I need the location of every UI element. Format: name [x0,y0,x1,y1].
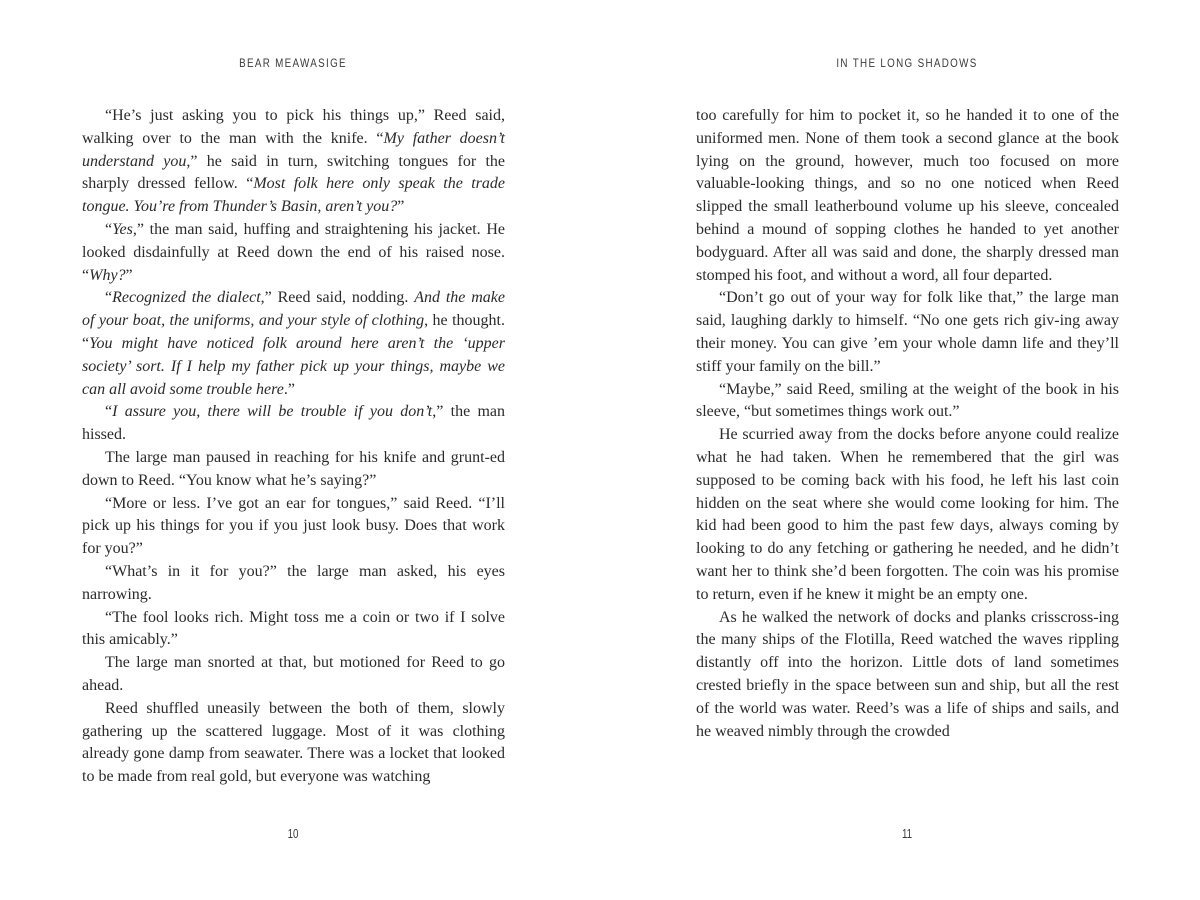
text: “ [105,220,113,238]
right-text-block [696,105,1119,743]
text: ” [125,266,133,284]
paragraph [696,607,1119,744]
text: He scurried away from the docks before anyone could realize what he had taken. When he remembered that the girl was supposed to be coming back with his food, he left his last coin hidden on the seat where she would come looking for him. The kid had been good to him the past few days, always coming by looking to do any fetching or gathering he needed, and he didn’t want her to think she’d been forgotten. The coin was his promise to return, even if he knew it might be an empty one. [696,426,1119,603]
italic-text: I assure you, there will be trouble if you don’t [112,403,433,421]
paragraph [696,287,1119,378]
paragraph [696,379,1119,425]
paragraph [82,698,505,789]
text: “More or less. I’ve got an ear for tongues,” said Reed. “I’ll pick up his things for you if you just look busy. Does that work for you?” [82,494,505,558]
italic-text: Most folk here only speak the trade tongue. You’re from Thunder’s Basin, aren’t you? [82,175,506,216]
text: “Maybe,” said Reed, smiling at the weight of the book in his sleeve, “but sometimes things work out.” [696,380,1119,421]
left-text-block [82,105,505,789]
right-page-number: 11 [901,826,913,841]
right-running-head: IN THE LONG SHADOWS [836,56,978,70]
italic-text: You might have noticed folk around here aren’t the ‘upper society’ sort. If I help my father pick up your things, maybe we can all avoid some trouble here [82,334,505,398]
text: Reed shuffled uneasily between the both of them, slowly gathering up the scattered luggage. Most of it was clothing already gone damp from seawater. There was a locket that looked to be made from real gold, but everyone was watching [82,699,505,786]
paragraph [82,447,505,493]
italic-text: Yes [112,220,133,238]
text: .” [283,380,295,398]
left-running-head: BEAR MEAWASIGE [239,56,347,70]
italic-text: Recognized the dialect [112,289,261,307]
text: ,” the man said, huffing and straightening his jacket. He looked disdainfully at Reed down the end of his raised nose. “ [82,220,505,284]
paragraph [82,493,505,561]
text: “Don’t go out of your way for folk like that,” the large man said, laughing darkly to himself. “No one gets rich giv-ing away their money. You can give ’em your whole damn life and they’ll stiff your family on the bill.” [696,289,1119,375]
italic-text: My father doesn’t understand you [82,129,505,170]
text: too carefully for him to pocket it, so he handed it to one of the uniformed men. None of them took a second glance at the book lying on the ground, however, much too focused on more valuable-looking things, and so no one noticed when Reed slipped the small leatherbound volume up his sleeve, concealed behind a mound of sopping clothes he handed to yet another bodyguard. After all was said and done, the sharply dressed man stomped his foot, and without a word, all four departed. [696,107,1119,284]
right-page [600,0,1200,900]
paragraph [82,652,505,698]
paragraph [696,105,1119,287]
paragraph [82,607,505,653]
paragraph [82,105,505,219]
paragraph [696,424,1119,606]
paragraph [82,401,505,447]
italic-text: And the make of your boat, the uniforms, and your style of clothing [82,289,505,330]
text: “ [105,403,113,421]
text: “The fool looks rich. Might toss me a coin or two if I solve this amicably.” [82,608,505,649]
text: “He’s just asking you to pick his things up,” Reed said, walking over to the man with the knife. “ [82,107,505,147]
text: The large man paused in reaching for his knife and grunt-ed down to Reed. “You know what he’s saying?” [82,448,505,489]
italic-text: Why? [89,266,126,284]
left-page-number: 10 [287,826,299,841]
text: The large man snorted at that, but motioned for Reed to go ahead. [82,654,505,694]
text: As he walked the network of docks and planks crisscross-ing the many ships of the Flotilla, Reed watched the waves rippling distantly off into the horizon. Little dots of land sometimes crested briefly in the space between sun and ship, but all the rest of the world was water. Reed’s was a life of ships and sails, and he weaved nimbly through the crowded [696,608,1119,740]
text: “ [105,289,113,307]
text: ,” the man hissed. [82,403,506,444]
text: , he thought. “ [82,312,505,352]
text: “What’s in it for you?” the large man asked, his eyes narrowing. [82,562,505,603]
paragraph [82,219,505,287]
text: ,” Reed said, nodding. [260,289,415,307]
text: ” [397,198,405,216]
paragraph [82,561,505,607]
text: ,” he said in turn, switching tongues for the sharply dressed fellow. “ [82,152,506,193]
paragraph [82,287,505,401]
